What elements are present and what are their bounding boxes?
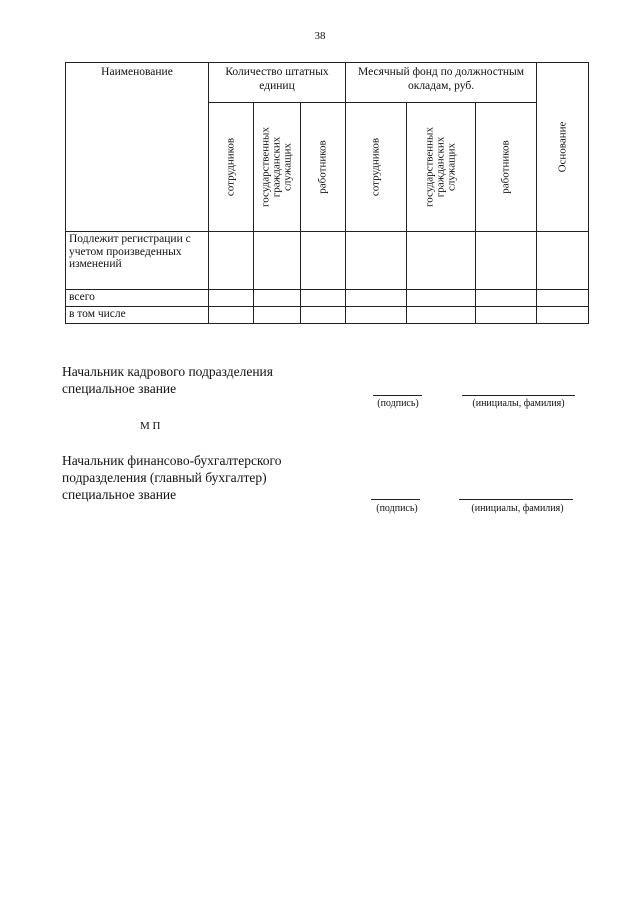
subheader-staff-employees-cell [209, 103, 254, 232]
hr-signature-caption: (подпись) [377, 398, 419, 409]
subheader-staff-workers: работников [316, 140, 329, 194]
finance-head-title [62, 452, 282, 503]
subheader-staff-employees: сотрудников [224, 137, 237, 197]
subheader-fund-employees-cell [346, 103, 407, 232]
row-label: Подлежит регистрации с учетом произведенных изменений [66, 232, 209, 290]
subheader-staff-civil-servants-cell [254, 103, 301, 232]
seal-placeholder: М П [140, 420, 161, 432]
finance-name-line [459, 499, 573, 500]
subheader-fund-workers-cell [476, 103, 537, 232]
hr-head-rank: специальное звание [62, 381, 177, 396]
header-name: Наименование [66, 63, 209, 232]
subheader-fund-civil-servants: государственных гражданских служащих [423, 127, 458, 207]
table-row [66, 307, 589, 324]
finance-signature-caption: (подпись) [376, 503, 418, 514]
page-number: 38 [314, 30, 326, 42]
subheader-staff-civil-servants: государственных гражданских служащих [259, 127, 294, 207]
row-label: всего [66, 290, 209, 307]
header-basis: Основание [556, 121, 569, 173]
hr-signature-line [373, 395, 422, 396]
staffing-table [65, 62, 589, 324]
header-staff-units: Количество штатных единиц [209, 63, 346, 103]
finance-head-title-line2: подразделения (главный бухгалтер) [62, 470, 267, 485]
table-row [66, 290, 589, 307]
hr-head-title [62, 363, 273, 397]
row-label: в том числе [66, 307, 209, 324]
subheader-fund-civil-servants-cell [407, 103, 476, 232]
header-monthly-fund: Месячный фонд по должностным окладам, руб. [346, 63, 537, 103]
hr-head-title-line1: Начальник кадрового подразделения [62, 364, 273, 379]
finance-head-title-line1: Начальник финансово-бухгалтерского [62, 453, 282, 468]
hr-name-line [462, 395, 575, 396]
header-basis-cell [537, 63, 589, 232]
hr-name-caption: (инициалы, фамилия) [472, 398, 565, 409]
finance-name-caption: (инициалы, фамилия) [471, 503, 564, 514]
subheader-staff-workers-cell [301, 103, 346, 232]
finance-signature-line [371, 499, 420, 500]
subheader-fund-employees: сотрудников [369, 137, 382, 197]
finance-head-rank: специальное звание [62, 487, 177, 502]
subheader-fund-workers: работников [499, 140, 512, 194]
table-row [66, 232, 589, 290]
